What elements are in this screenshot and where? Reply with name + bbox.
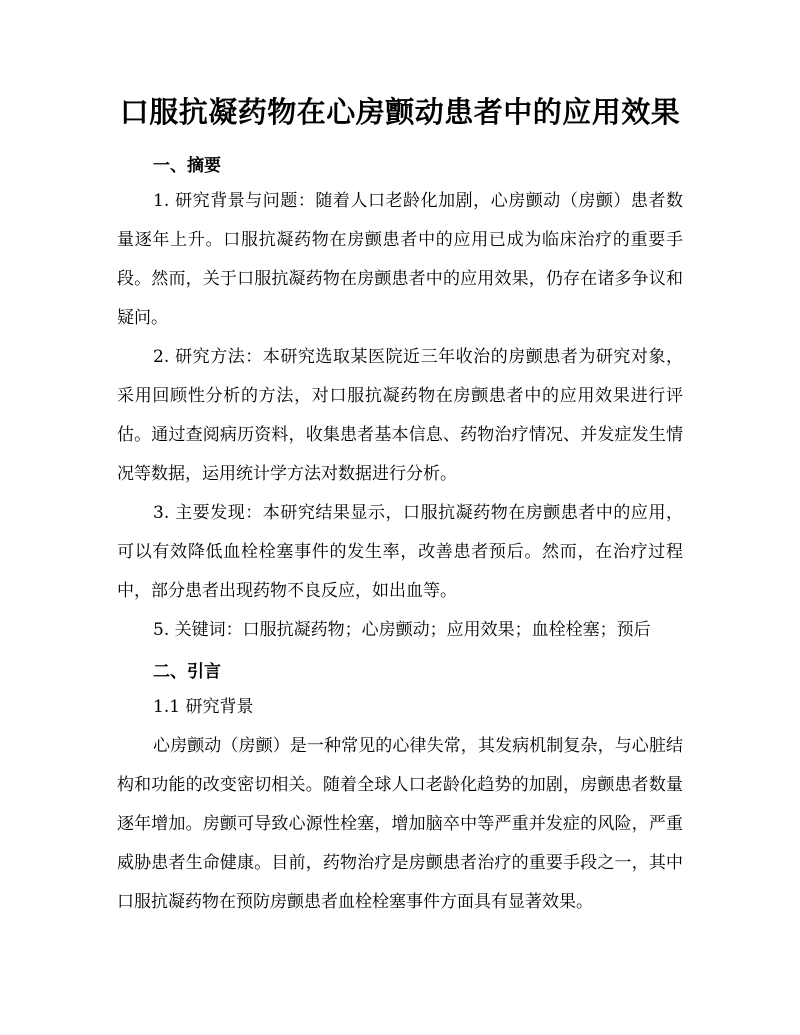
abstract-paragraph-methods: 2. 研究方法：本研究选取某医院近三年收治的房颤患者为研究对象，采用回顾性分析的方法，对口服抗凝药物在房颤患者中的应用效果进行评估。通过查阅病历资料，收集患者基本信息、药物治疗情况、并发症发生情况等数据，运用统计学方法对数据进行分析。 <box>117 347 683 484</box>
document-title: 口服抗凝药物在心房颤动患者中的应用效果 <box>119 95 681 129</box>
section-heading-introduction: 二、引言 <box>153 662 221 682</box>
introduction-paragraph: 心房颤动（房颤）是一种常见的心律失常，其发病机制复杂，与心脏结构和功能的改变密切相关。随着全球人口老龄化趋势的加剧，房颤患者数量逐年增加。房颤可导致心源性栓塞，增加脑卒中等严重并发症的风险，严重威胁患者生命健康。目前，药物治疗是房颤患者治疗的重要手段之一，其中口服抗凝药物在预防房颤患者血栓栓塞事件方面具有显著效果。 <box>117 736 683 912</box>
abstract-paragraph-background: 1. 研究背景与问题：随着人口老龄化加剧，心房颤动（房颤）患者数量逐年上升。口服抗凝药物在房颤患者中的应用已成为临床治疗的重要手段。然而，关于口服抗凝药物在房颤患者中的应用效果，仍存在诸多争议和疑问。 <box>117 191 683 328</box>
section-heading-abstract: 一、摘要 <box>153 156 221 176</box>
abstract-paragraph-keywords: 5. 关键词：口服抗凝药物；心房颤动；应用效果；血栓栓塞；预后 <box>153 620 651 640</box>
abstract-paragraph-findings: 3. 主要发现：本研究结果显示，口服抗凝药物在房颤患者中的应用，可以有效降低血栓栓塞事件的发生率，改善患者预后。然而，在治疗过程中，部分患者出现药物不良反应，如出血等。 <box>117 503 683 601</box>
subsection-heading-background: 1.1 研究背景 <box>153 697 254 717</box>
